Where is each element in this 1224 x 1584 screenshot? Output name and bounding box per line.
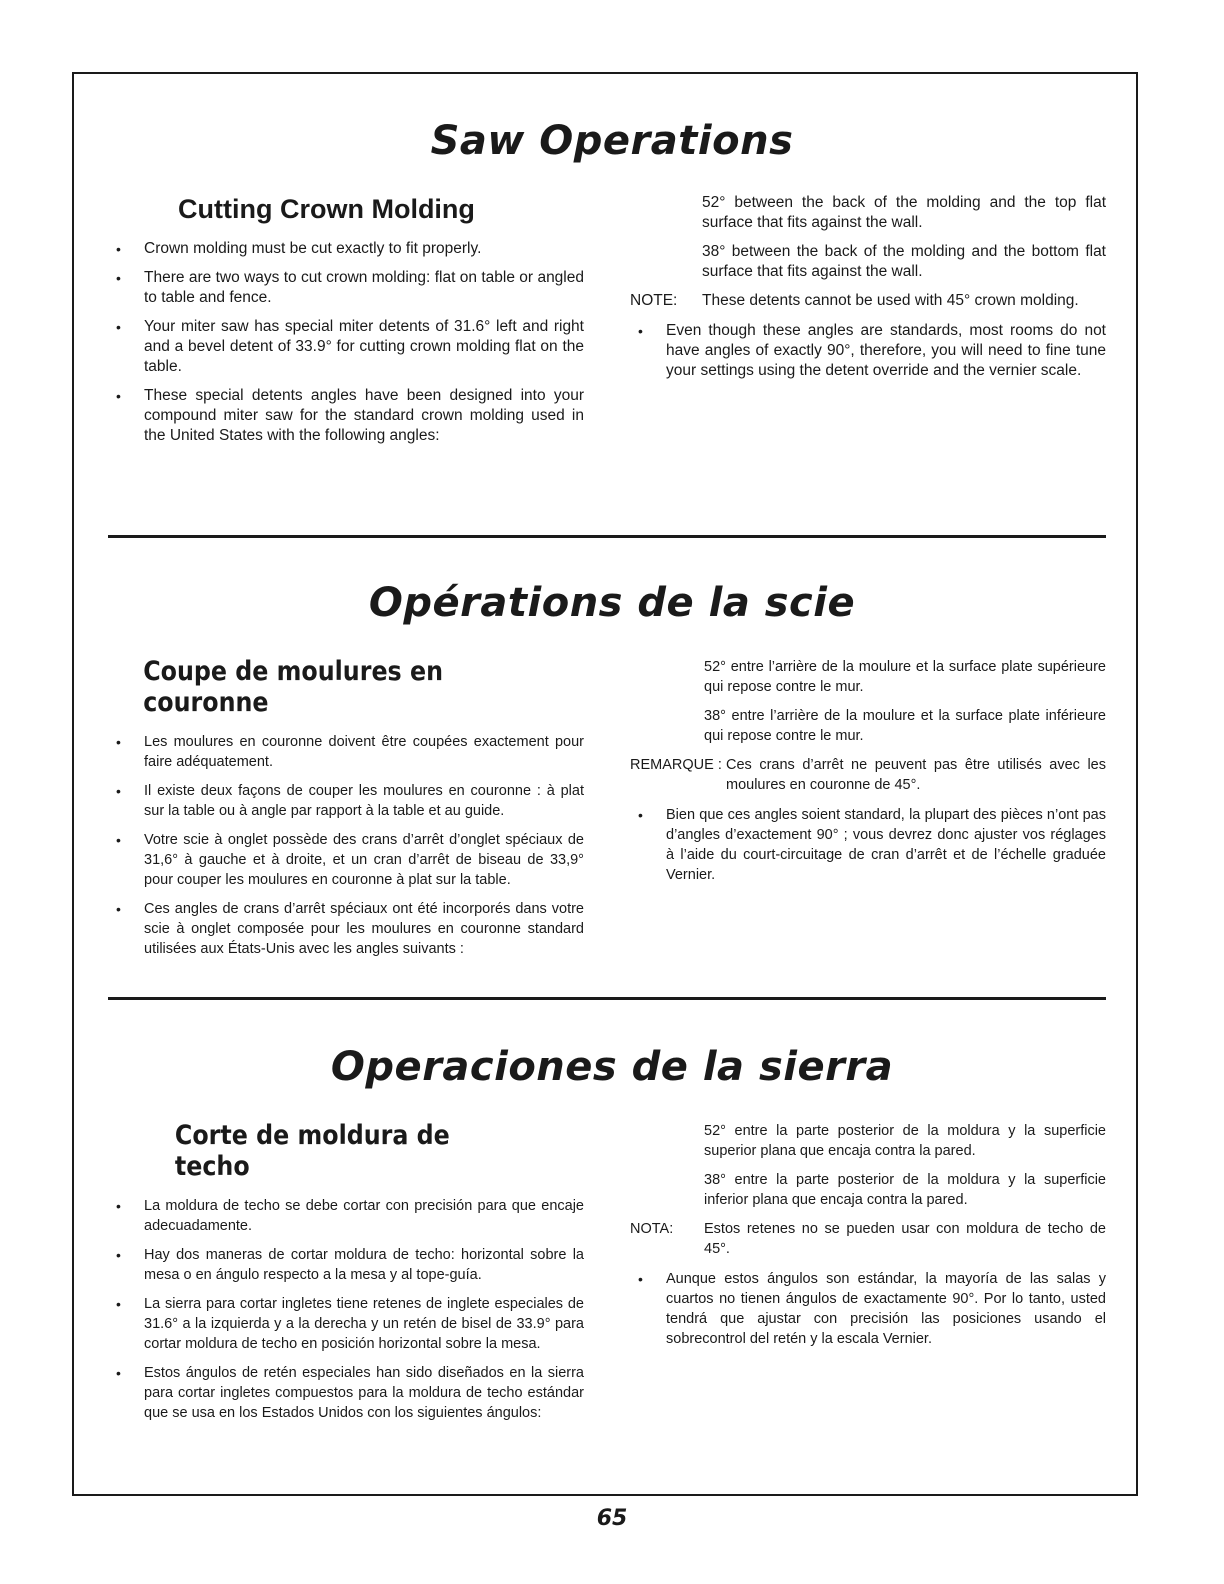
list-item: • Les moulures en couronne doivent être coupées exactement pour faire adéquatement.: [108, 732, 584, 772]
section-title-es: Operaciones de la sierra: [330, 1044, 894, 1090]
fr-right-bullet-list: [630, 805, 1106, 885]
angle-38-text: 38° between the back of the molding and the bottom flat surface that fits against the wall.: [702, 243, 1106, 280]
note-text: Ces crans d’arrêt ne peuvent pas être utilisés avec les moulures en couronne de 45°.: [726, 757, 1106, 793]
angle-52-text: 52° entre l’arrière de la moulure et la surface plate supérieure qui repose contre le mur.: [704, 659, 1106, 695]
list-item: • Il existe deux façons de couper les moulures en couronne : à plat sur la table ou à angle par rapport à la table et au guide.: [108, 781, 584, 821]
note-label: REMARQUE :: [630, 757, 722, 773]
section-divider: [108, 535, 1106, 538]
fr-right-column: [630, 657, 1106, 894]
section-title-en: Saw Operations: [430, 118, 794, 164]
list-item: • Even though these angles are standards, most rooms do not have angles of exactly 90°, therefore, you will need to fine tune your settings using the detent override and the vernier scale.: [630, 321, 1106, 381]
section-divider: [108, 997, 1106, 1000]
fr-bullet-list: [108, 732, 584, 959]
en-right-bullet-list: [630, 321, 1106, 381]
subtitle-fr: Coupe de moulures en couronne: [143, 656, 444, 718]
es-right-bullet-list: [630, 1269, 1106, 1349]
list-item: • Hay dos maneras de cortar moldura de techo: horizontal sobre la mesa o en ángulo respecto a la mesa y al tope-guía.: [108, 1245, 584, 1285]
note-text: These detents cannot be used with 45° crown molding.: [702, 292, 1079, 309]
list-item: • There are two ways to cut crown molding: flat on table or angled to table and fence.: [108, 268, 584, 308]
angle-38-text: 38° entre l’arrière de la moulure et la surface plate inférieure qui repose contre le mur.: [704, 708, 1106, 744]
es-left-column: [108, 1120, 584, 1432]
fr-left-column: [108, 656, 584, 968]
note-block: [630, 1219, 1106, 1259]
list-item: • La moldura de techo se debe cortar con precisión para que encaje adecuadamente.: [108, 1196, 584, 1236]
note-block: [630, 291, 1106, 311]
en-right-column: [630, 193, 1106, 390]
list-item: • Aunque estos ángulos son estándar, la mayoría de las salas y cuartos no tienen ángulos de exactamente 90°. Por lo tanto, usted tendrá que ajustar con precisión las posiciones usando el sobrecontrol del retén y la escala Vernier.: [630, 1269, 1106, 1349]
angle-52-text: 52° entre la parte posterior de la moldura y la superficie superior plana que encaja contra la pared.: [704, 1123, 1106, 1159]
note-text: Estos retenes no se pueden usar con moldura de techo de 45°.: [704, 1221, 1106, 1257]
angle-52-text: 52° between the back of the molding and the top flat surface that fits against the wall.: [702, 194, 1106, 231]
es-bullet-list: [108, 1196, 584, 1423]
angle-38-text: 38° entre la parte posterior de la moldura y la superficie inferior plana que encaja contra la pared.: [704, 1172, 1106, 1208]
section-title-fr: Opérations de la scie: [368, 580, 856, 626]
list-item: • Crown molding must be cut exactly to fit properly.: [108, 239, 584, 259]
es-right-column: [630, 1121, 1106, 1358]
en-bullet-list: [108, 239, 584, 446]
note-label: NOTE:: [630, 292, 678, 309]
list-item: • Ces angles de crans d’arrêt spéciaux ont été incorporés dans votre scie à onglet composée pour les moulures en couronne standard utilisées aux États-Unis avec les angles suivants :: [108, 899, 584, 959]
en-left-column: [108, 194, 584, 455]
list-item: • Votre scie à onglet possède des crans d’arrêt d’onglet spéciaux de 31,6° à gauche et à droite, et un cran d’arrêt de biseau de 33,9° pour couper les moulures en couronne à plat sur la table.: [108, 830, 584, 890]
note-block: [630, 755, 1106, 795]
subtitle-en: Cutting Crown Molding: [178, 194, 475, 224]
list-item: • Your miter saw has special miter detents of 31.6° left and right and a bevel detent of 33.9° for cutting crown molding flat on the table.: [108, 317, 584, 377]
list-item: • La sierra para cortar ingletes tiene retenes de inglete especiales de 31.6° a la izquierda y a la derecha y un retén de bisel de 33.9° para cortar moldura de techo en posición horizontal sobre la mesa.: [108, 1294, 584, 1354]
note-label: NOTA:: [630, 1221, 674, 1237]
list-item: • Estos ángulos de retén especiales han sido diseñados en la sierra para cortar ingletes compuestos para la moldura de techo estándar que se usa en los Estados Unidos con los siguientes ángulos:: [108, 1363, 584, 1423]
subtitle-es: Corte de moldura de techo: [174, 1120, 450, 1182]
list-item: • These special detents angles have been designed into your compound miter saw for the standard crown molding used in the United States with the following angles:: [108, 386, 584, 446]
page-number: 65: [596, 1506, 628, 1531]
list-item: • Bien que ces angles soient standard, la plupart des pièces n’ont pas d’angles d’exactement 90° ; vous devrez donc ajuster vos réglages à l’aide du court-circuitage de cran d’arrêt et de l’échelle graduée Vernier.: [630, 805, 1106, 885]
